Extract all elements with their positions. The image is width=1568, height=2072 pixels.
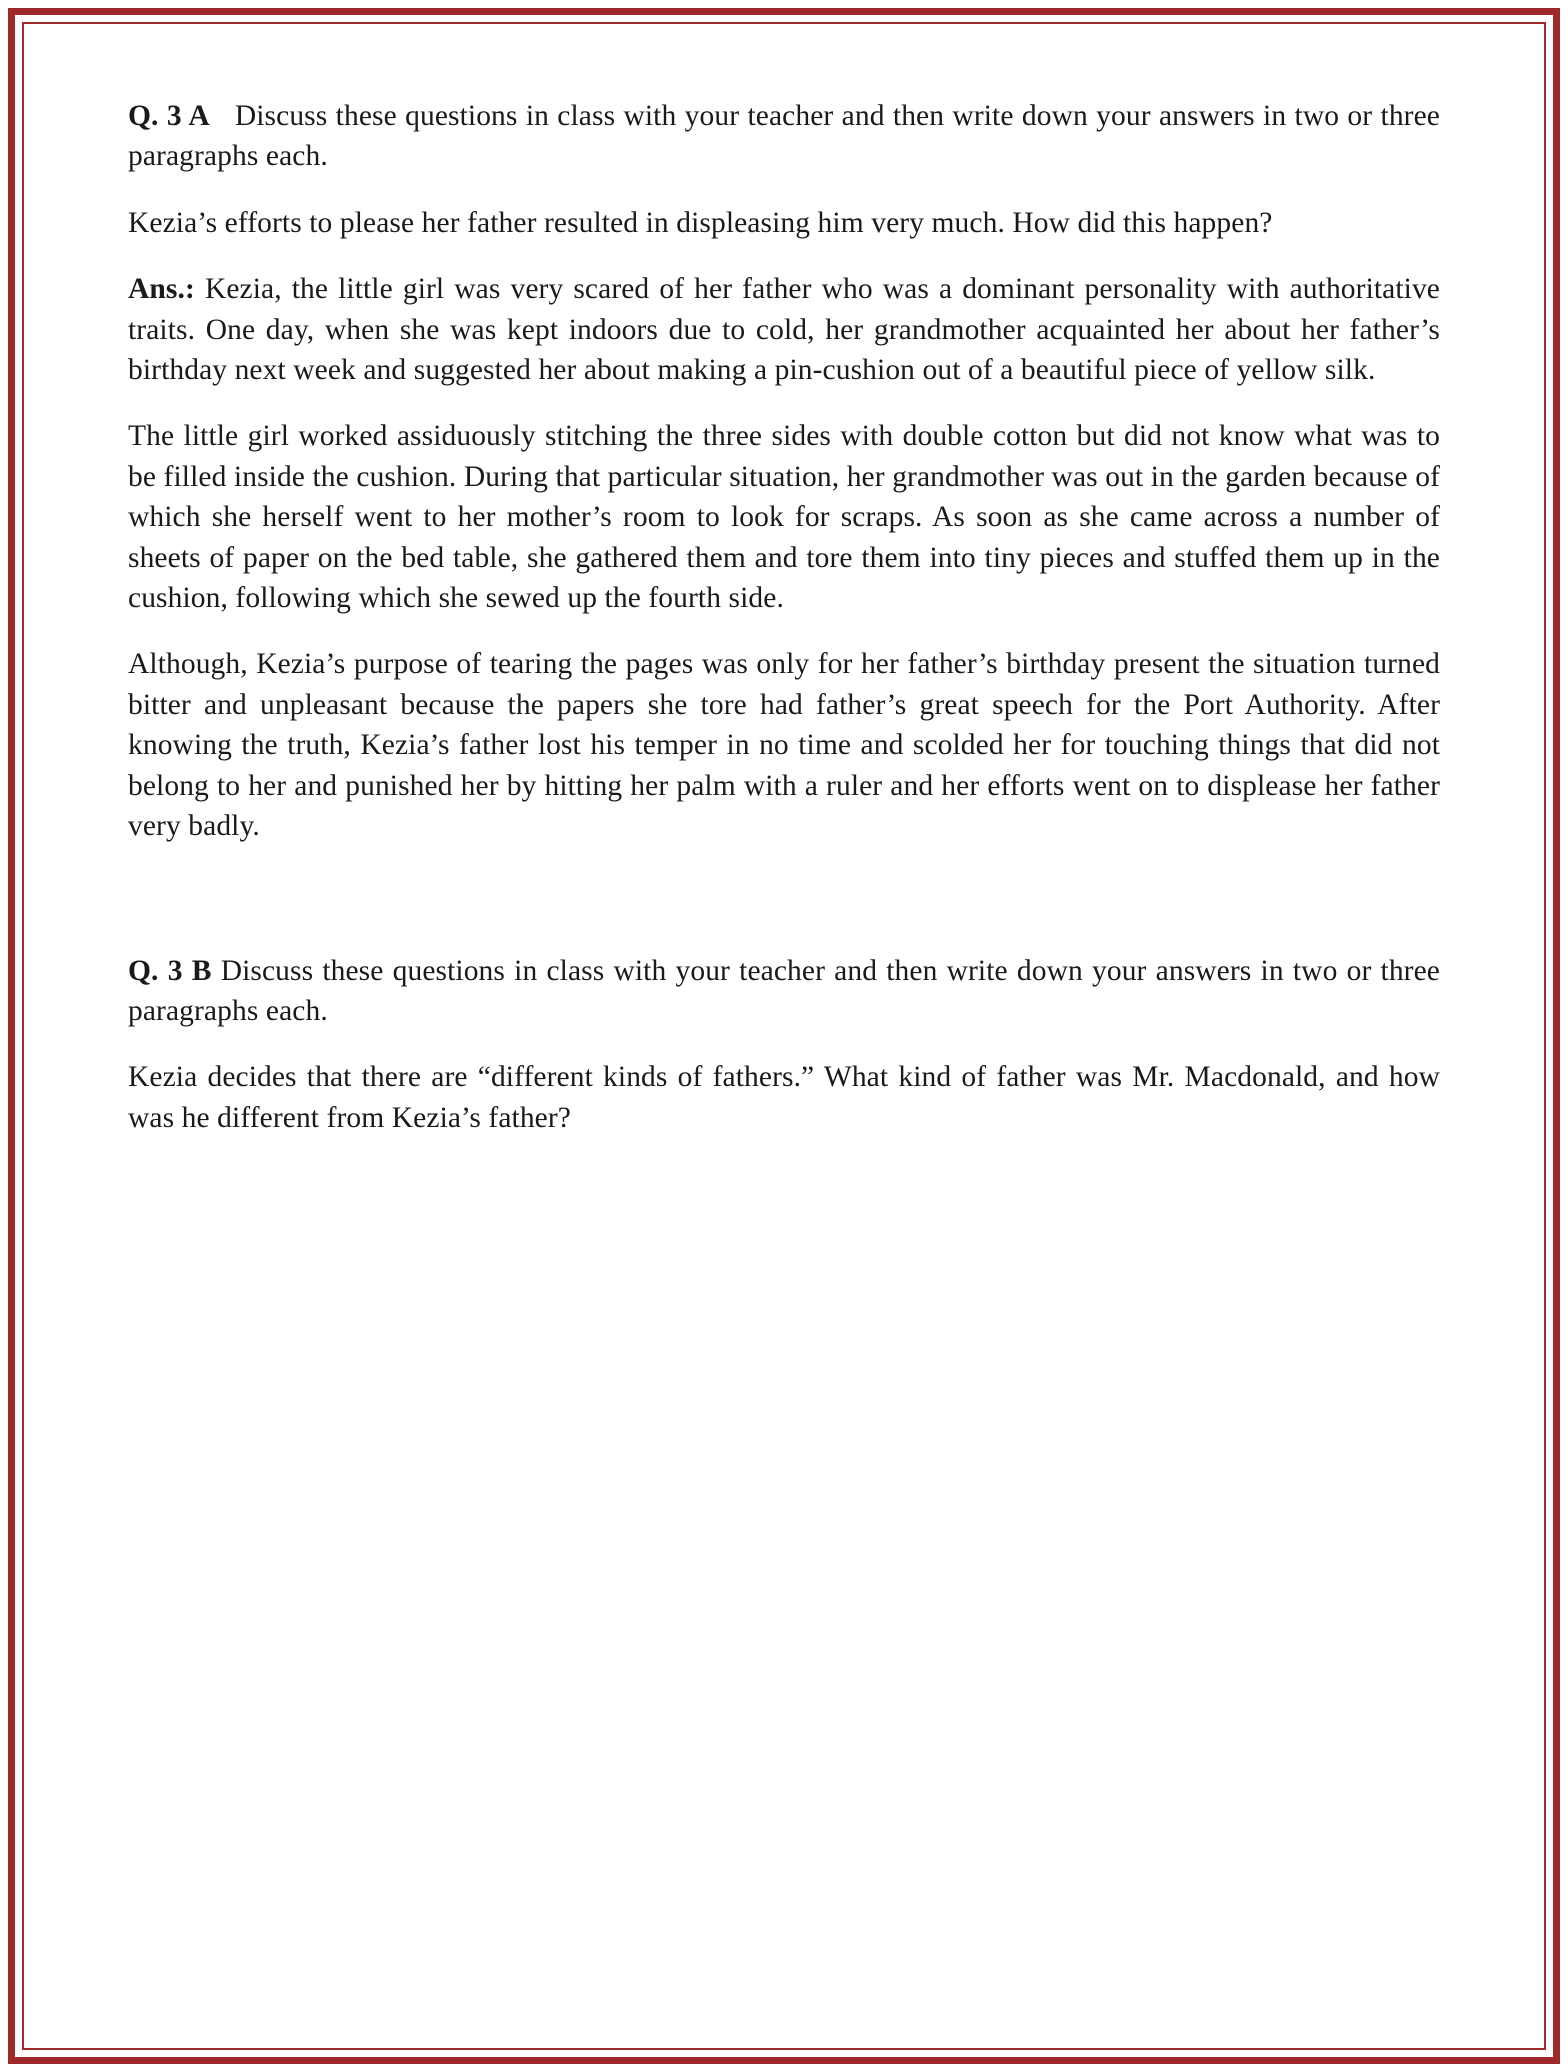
question-a-text: Kezia’s efforts to please her father resulted in displeasing him very much. How did this happen? (128, 206, 1273, 239)
question-a-instruction (128, 96, 1440, 177)
question-b-instruction-text: Discuss these questions in class with your teacher and then write down your answers in two or three paragraphs each. (128, 954, 1440, 1027)
question-a-label: Q. 3 A (128, 100, 210, 132)
answer-a-paragraph-1-text: Kezia, the little girl was very scared of her father who was a dominant personality with authoritative traits. One day, when she was kept indoors due to cold, her grandmother acquainted her about her father’s birthday next week and suggested her about making a pin-cushion out of a beautiful piece of yellow silk. (128, 273, 1440, 387)
answer-a-paragraph-3: Although, Kezia’s purpose of tearing the pages was only for her father’s birthday present the situation turned bitter and unpleasant because the papers she tore had father’s great speech for the Port Authority. After knowing the truth, Kezia’s father lost his temper in no time and scolded her for touching things that did not belong to her and punished her by hitting her palm with a ruler and her efforts went on to displease her father very badly. (128, 648, 1440, 843)
question-b-label: Q. 3 B (128, 954, 212, 987)
question-b-text: Kezia decides that there are “different kinds of fathers.” What kind of father was Mr. Macdonald, and how was he different from Kezia’s father? (128, 1061, 1440, 1134)
answer-a-label: Ans.: (128, 273, 195, 306)
document-content (128, 96, 1440, 2032)
answer-a-paragraph-2: The little girl worked assiduously stitching the three sides with double cotton but did not know what was to be filled inside the cushion. During that particular situation, her grandmother was out in the garden because of which she herself went to her mother’s room to look for scraps. As soon as she came across a number of sheets of paper on the bed table, she gathered them and tore them into tiny pieces and stuffed them up in the cushion, following which she sewed up the fourth side. (128, 420, 1440, 615)
section-spacer (128, 873, 1440, 951)
answer-a-paragraph-1 (128, 269, 1440, 390)
question-a-instruction-text: Discuss these questions in class with your teacher and then write down your answers in two or three paragraphs each. (128, 100, 1440, 173)
question-b-instruction (128, 951, 1440, 1032)
